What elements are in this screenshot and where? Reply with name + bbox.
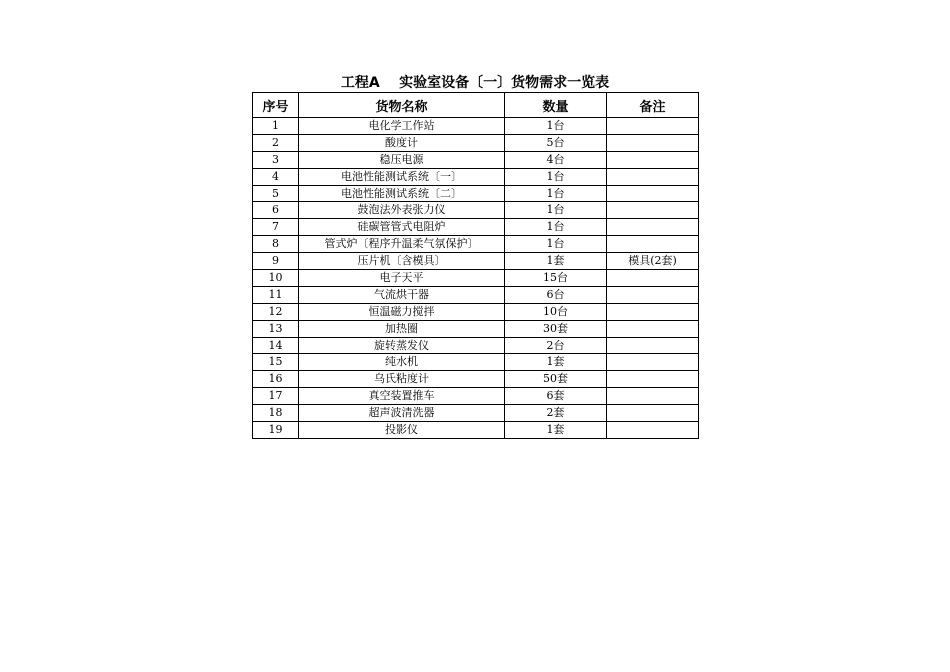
- cell-index: 7: [253, 219, 299, 236]
- header-index: 序号: [253, 93, 299, 118]
- cell-name: 恒温磁力搅拌: [299, 303, 505, 320]
- cell-name: 电子天平: [299, 270, 505, 287]
- table-header-row: [253, 93, 699, 118]
- cell-name: 电化学工作站: [299, 118, 505, 135]
- table-row: [253, 202, 699, 219]
- document-title: 工程A 实验室设备〔一〕货物需求一览表: [340, 75, 610, 91]
- table-row: [253, 388, 699, 405]
- table-row: [253, 320, 699, 337]
- cell-remarks: [607, 270, 699, 287]
- table-row: [253, 253, 699, 270]
- cell-index: 6: [253, 202, 299, 219]
- cell-quantity: 1台: [505, 202, 607, 219]
- cell-index: 4: [253, 168, 299, 185]
- table-row: [253, 405, 699, 422]
- cell-remarks: [607, 286, 699, 303]
- table-row: [253, 118, 699, 135]
- cell-quantity: 10台: [505, 303, 607, 320]
- cell-index: 14: [253, 337, 299, 354]
- cell-index: 9: [253, 253, 299, 270]
- cell-name: 真空装置推车: [299, 388, 505, 405]
- cell-quantity: 15台: [505, 270, 607, 287]
- cell-remarks: [607, 236, 699, 253]
- table-row: [253, 270, 699, 287]
- cell-name: 乌氏粘度计: [299, 371, 505, 388]
- cell-quantity: 4台: [505, 151, 607, 168]
- cell-name: 加热圈: [299, 320, 505, 337]
- cell-remarks: [607, 405, 699, 422]
- table-row: [253, 337, 699, 354]
- cell-quantity: 2套: [505, 405, 607, 422]
- header-remarks: 备注: [607, 93, 699, 118]
- cell-quantity: 1套: [505, 253, 607, 270]
- cell-index: 11: [253, 286, 299, 303]
- cell-index: 17: [253, 388, 299, 405]
- table-row: [253, 134, 699, 151]
- cell-quantity: 5台: [505, 134, 607, 151]
- cell-index: 15: [253, 354, 299, 371]
- cell-quantity: 50套: [505, 371, 607, 388]
- cell-quantity: 1台: [505, 168, 607, 185]
- cell-name: 旋转蒸发仪: [299, 337, 505, 354]
- cell-index: 19: [253, 422, 299, 439]
- cell-quantity: 1套: [505, 354, 607, 371]
- cell-name: 压片机〔含模具〕: [299, 253, 505, 270]
- cell-remarks: [607, 151, 699, 168]
- table-row: [253, 286, 699, 303]
- table-row: [253, 185, 699, 202]
- cell-remarks: [607, 388, 699, 405]
- cell-quantity: 2台: [505, 337, 607, 354]
- table-row: [253, 219, 699, 236]
- cell-name: 超声波清洗器: [299, 405, 505, 422]
- cell-remarks: [607, 422, 699, 439]
- table-row: [253, 371, 699, 388]
- header-name: 货物名称: [299, 93, 505, 118]
- cell-index: 16: [253, 371, 299, 388]
- cell-index: 13: [253, 320, 299, 337]
- cell-remarks: 模具(2套): [607, 253, 699, 270]
- cell-name: 电池性能测试系统〔二〕: [299, 185, 505, 202]
- cell-quantity: 1台: [505, 185, 607, 202]
- cell-name: 电池性能测试系统〔一〕: [299, 168, 505, 185]
- cell-quantity: 1台: [505, 118, 607, 135]
- cell-name: 气流烘干器: [299, 286, 505, 303]
- table-row: [253, 422, 699, 439]
- cell-index: 10: [253, 270, 299, 287]
- cell-name: 投影仪: [299, 422, 505, 439]
- cell-index: 18: [253, 405, 299, 422]
- cell-remarks: [607, 168, 699, 185]
- cell-remarks: [607, 118, 699, 135]
- cell-name: 硅碳管管式电阻炉: [299, 219, 505, 236]
- cell-index: 5: [253, 185, 299, 202]
- cell-name: 管式炉〔程序升温柔气氛保护〕: [299, 236, 505, 253]
- cell-quantity: 1台: [505, 219, 607, 236]
- table-row: [253, 151, 699, 168]
- cell-name: 酸度计: [299, 134, 505, 151]
- cell-remarks: [607, 185, 699, 202]
- cell-index: 1: [253, 118, 299, 135]
- cell-remarks: [607, 354, 699, 371]
- cell-index: 12: [253, 303, 299, 320]
- cell-quantity: 6套: [505, 388, 607, 405]
- table-row: [253, 303, 699, 320]
- cell-remarks: [607, 371, 699, 388]
- cell-name: 稳压电源: [299, 151, 505, 168]
- cell-index: 2: [253, 134, 299, 151]
- cell-quantity: 1套: [505, 422, 607, 439]
- cell-quantity: 6台: [505, 286, 607, 303]
- cell-quantity: 30套: [505, 320, 607, 337]
- table-row: [253, 168, 699, 185]
- table-row: [253, 236, 699, 253]
- cell-remarks: [607, 202, 699, 219]
- cell-index: 3: [253, 151, 299, 168]
- cell-remarks: [607, 219, 699, 236]
- cell-remarks: [607, 303, 699, 320]
- header-quantity: 数量: [505, 93, 607, 118]
- cell-name: 纯水机: [299, 354, 505, 371]
- goods-requirement-table: [252, 92, 699, 439]
- cell-quantity: 1台: [505, 236, 607, 253]
- cell-index: 8: [253, 236, 299, 253]
- cell-remarks: [607, 134, 699, 151]
- table-row: [253, 354, 699, 371]
- cell-remarks: [607, 320, 699, 337]
- cell-name: 鼓泡法外表张力仪: [299, 202, 505, 219]
- cell-remarks: [607, 337, 699, 354]
